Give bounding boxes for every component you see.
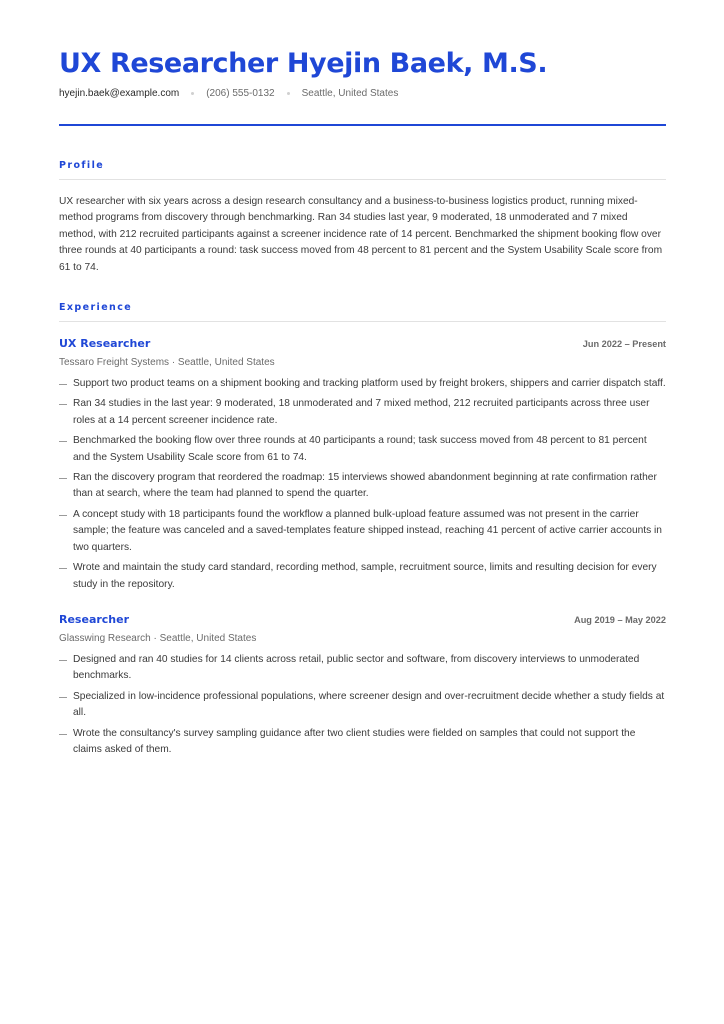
job-company: Glasswing Research · Seattle, United States <box>59 632 257 644</box>
section-title-experience: Experience <box>59 302 666 322</box>
dash-icon <box>59 404 67 405</box>
job-dates: Aug 2019 – May 2022 <box>574 614 666 625</box>
bullet-text: Ran 34 studies in the last year: 9 moderated, 18 unmoderated and 7 mixed method, 212 recruited participants across three user roles at a 14 percent screener incidence rate. <box>73 398 650 426</box>
dash-icon <box>59 384 67 385</box>
bullet-text: A concept study with 18 participants found the workflow a planned bulk-upload feature assumed was not present in the carrier sample; the feature was canceled and a saved-templates feature shipped instead, reaching 41 percent of active carrier accounts in two quarters. <box>73 508 662 553</box>
job-title: Researcher <box>59 612 130 626</box>
bullet-text: Wrote and maintain the study card standard, recording method, sample, recruitment source, limits and resulting decision for every study in the repository. <box>73 562 657 590</box>
bullet-text: Support two product teams on a shipment booking and tracking platform used by freight brokers, shippers and carrier dispatch staff. <box>73 378 666 390</box>
bullet-text: Benchmarked the booking flow over three rounds at 40 participants a round; task success moved from 48 percent to 81 percent and the System Usability Scale score from 61 to 74. <box>73 435 647 463</box>
header-divider <box>59 124 666 126</box>
job-company: Tessaro Freight Systems · Seattle, United States <box>59 357 275 369</box>
contact-phone: (206) 555-0132 <box>206 88 275 99</box>
dash-icon <box>59 660 67 661</box>
job-bullets <box>59 376 666 593</box>
bullet-item <box>59 507 666 556</box>
contact-separator <box>191 92 194 95</box>
bullet-item <box>59 376 666 392</box>
candidate-name: UX Researcher Hyejin Baek, M.S. <box>59 48 548 79</box>
bullet-text: Specialized in low-incidence professional populations, where screener design and over-recruitment decide whether a study fields at all. <box>73 690 665 719</box>
bullet-text: Wrote the consultancy's survey sampling guidance after two client studies were fielded on samples that could not support the claims asked of them. <box>73 727 636 755</box>
bullet-text: Designed and ran 40 studies for 14 clients across retail, public sector and software, from discovery interviews to unmoderated benchmarks. <box>73 653 640 682</box>
dash-icon <box>59 697 67 698</box>
contact-line <box>59 88 666 99</box>
job-header <box>59 337 666 350</box>
job-entry <box>59 337 666 593</box>
resume-page <box>59 46 666 762</box>
dash-icon <box>59 441 67 442</box>
contact-separator <box>287 92 290 95</box>
bullet-item <box>59 560 666 593</box>
profile-summary: UX researcher with six years across a design research consultancy and a business-to-business logistics product, running mixed-method programs from discovery through benchmarking. Ran 34 studies last year, 9 moderated, 18 unmoderated and 7 mixed method, with 212 recruited participants against a screener incidence rate of 14 percent. Benchmarked the shipment booking flow over three rounds at 40 participants a round: task success moved from 48 percent to 81 percent and the System Usability Scale score from 61 to 74. <box>59 196 663 273</box>
contact-email[interactable]: hyejin.baek@example.com <box>59 88 180 99</box>
job-dates: Jun 2022 – Present <box>582 339 666 350</box>
bullet-item <box>59 396 666 429</box>
section-title-profile: Profile <box>59 160 666 180</box>
job-title: UX Researcher <box>59 337 151 351</box>
bullet-item <box>59 433 666 466</box>
bullet-item <box>59 652 666 685</box>
dash-icon <box>59 568 67 569</box>
job-entry <box>59 613 666 758</box>
contact-location: Seattle, United States <box>301 88 399 99</box>
dash-icon <box>59 478 67 479</box>
bullet-item <box>59 726 666 759</box>
profile-section <box>59 160 666 276</box>
experience-section <box>59 302 666 758</box>
job-bullets <box>59 652 666 758</box>
dash-icon <box>59 515 67 516</box>
bullet-item <box>59 689 666 722</box>
dash-icon <box>59 734 67 735</box>
bullet-item <box>59 470 666 503</box>
job-header <box>59 613 666 626</box>
bullet-text: Ran the discovery program that reordered the roadmap: 15 interviews showed abandonment beginning at rate confirmation rather than at search, where the team had planned to spend the quarter. <box>73 472 657 500</box>
